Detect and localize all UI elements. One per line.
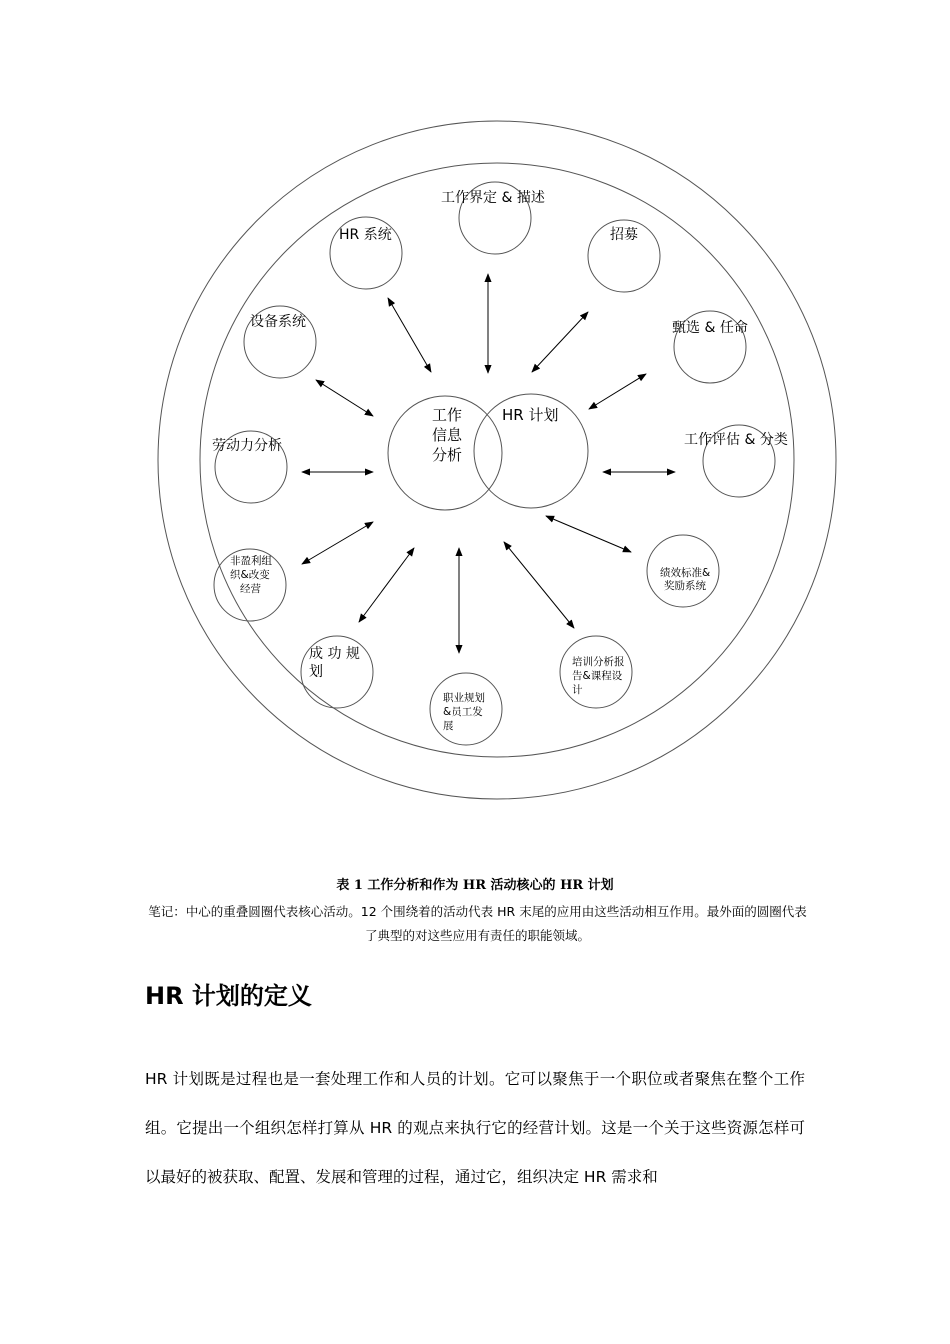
activity-label-succession-1: 成 功 规 — [309, 646, 360, 662]
activity-label-equipment: 设备系统 — [250, 314, 306, 330]
figure-caption-title: 表 1 工作分析和作为 HR 活动核心的 HR 计划 — [336, 878, 614, 893]
outer-circle — [158, 121, 836, 799]
activity-label-training-2: 告&课程设 — [572, 670, 623, 682]
activity-label-career-3: 展 — [443, 720, 454, 732]
activity-label-career-1: 职业规划 — [443, 692, 485, 704]
activity-label-nonprofit-1: 非盈利组 — [230, 555, 272, 567]
activity-label-job-evaluation: 工作评估 & 分类 — [684, 432, 788, 448]
center-label-line-2: 信息 — [432, 426, 463, 444]
activity-label-job-definition: 工作界定 & 描述 — [441, 190, 545, 206]
arrow-training — [504, 542, 574, 628]
section-paragraph: HR 计划既是过程也是一套处理工作和人员的计划。它可以聚焦于一个职位或者聚焦在整个工作组。它提出一个组织怎样打算从 HR 的观点来执行它的经营计划。这是一个关于这些资源怎样可以最好的被获取、配置、发展和管理的过程，通过它，组织决定 HR 需求和 — [145, 1070, 805, 1186]
activity-label-recruit: 招募 — [610, 227, 638, 243]
activity-label-career-2: &员工发 — [443, 706, 483, 718]
activity-label-training-1: 培训分析报 — [572, 656, 625, 668]
activity-label-nonprofit-2: 织&改变 — [230, 569, 270, 581]
activity-label-labor: 劳动力分析 — [212, 438, 282, 454]
activity-label-selection: 甄选 & 任命 — [672, 320, 748, 336]
arrow-nonprofit — [302, 522, 373, 564]
arrow-equipment — [316, 380, 373, 416]
arrow-recruit — [532, 312, 588, 372]
activity-label-nonprofit-3: 经营 — [240, 583, 261, 595]
arrow-selection — [589, 374, 646, 409]
activity-label-hr-system: HR 系统 — [339, 227, 392, 243]
activity-label-performance-2: 奖励系统 — [664, 580, 706, 592]
section-heading: HR 计划的定义 — [145, 982, 312, 1010]
activity-label-performance-1: 绩效标准& — [660, 567, 711, 579]
inner-circle — [200, 163, 794, 757]
arrow-hr-system — [388, 298, 431, 372]
center-label-hr-plan: HR 计划 — [502, 406, 559, 424]
figure-caption-note: 笔记：中心的重叠圆圈代表核心活动。12 个围绕着的活动代表 HR 末尾的应用由这些活动相互作用。最外面的圆圈代表了典型的对这些应用有责任的职能领域。 — [148, 904, 807, 943]
activity-label-training-3: 计 — [572, 684, 583, 696]
activity-label-succession-2: 划 — [309, 664, 323, 680]
arrow-performance — [546, 516, 631, 552]
center-label-line-1: 工作 — [432, 406, 463, 424]
center-label-line-3: 分析 — [432, 446, 463, 464]
arrow-succession — [359, 548, 414, 622]
